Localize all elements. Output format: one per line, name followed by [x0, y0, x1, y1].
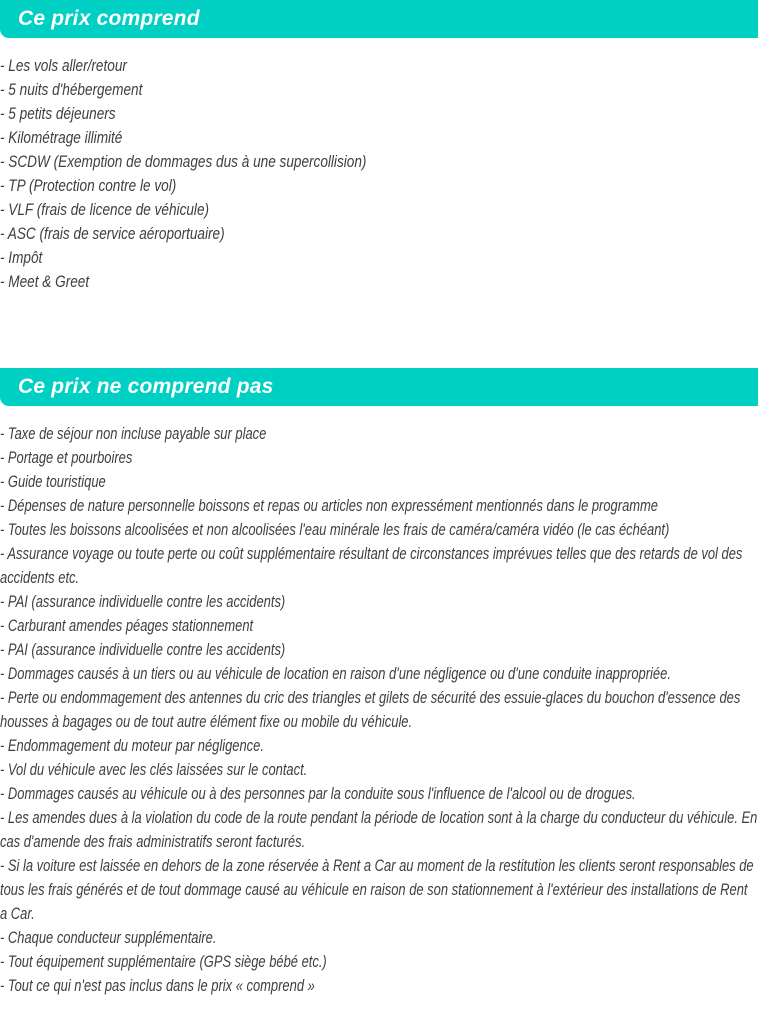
list-item: - Chaque conducteur supplémentaire.: [0, 928, 217, 947]
list-item: - Dommages causés à un tiers ou au véhicule de location en raison d'une négligence ou d'une conduite inappropriée.: [0, 664, 671, 683]
list-item: - TP (Protection contre le vol): [0, 176, 177, 195]
list-item: - Meet & Greet: [0, 272, 90, 291]
section-price-excluded: [0, 368, 758, 998]
list-item: - Dommages causés au véhicule ou à des personnes par la conduite sous l'influence de l'alcool ou de drogues.: [0, 784, 636, 803]
included-items-list: [0, 54, 758, 294]
list-item: - SCDW (Exemption de dommages dus à une supercollision): [0, 152, 367, 171]
list-item: - Taxe de séjour non incluse payable sur place: [0, 424, 267, 443]
list-item: - Les amendes dues à la violation du code de la route pendant la période de location sont à la charge du conducteur du véhicule. En cas d'amende des frais administratifs seront facturés.: [0, 808, 758, 851]
list-item: - Guide touristique: [0, 472, 106, 491]
list-item: - Kilométrage illimité: [0, 128, 123, 147]
list-item: - Vol du véhicule avec les clés laissées sur le contact.: [0, 760, 308, 779]
section-title-excluded: Ce prix ne comprend pas: [18, 375, 274, 398]
list-item: - 5 petits déjeuners: [0, 104, 116, 123]
list-item: - 5 nuits d'hébergement: [0, 80, 143, 99]
list-item: - Assurance voyage ou toute perte ou coût supplémentaire résultant de circonstances imprévues telles que des retards de vol des accidents etc.: [0, 544, 743, 587]
list-item: - VLF (frais de licence de véhicule): [0, 200, 210, 219]
list-item: - PAI (assurance individuelle contre les accidents): [0, 592, 286, 611]
list-item: - Les vols aller/retour: [0, 56, 127, 75]
list-item: - ASC (frais de service aéroportuaire): [0, 224, 225, 243]
list-item: - Toutes les boissons alcoolisées et non alcoolisées l'eau minérale les frais de caméra/caméra vidéo (le cas échéant): [0, 520, 670, 539]
list-item: - Tout équipement supplémentaire (GPS siège bébé etc.): [0, 952, 327, 971]
section-price-included: [0, 0, 758, 294]
section-title-included: Ce prix comprend: [18, 7, 200, 30]
list-item: - Si la voiture est laissée en dehors de la zone réservée à Rent a Car au moment de la restitution les clients seront responsables de tous les frais générés et de tout dommage causé au véhicule en raison de son stationnement à l'extérieur des installations de Rent a Car.: [0, 856, 754, 923]
section-header-included: [0, 0, 758, 38]
excluded-items-list: [0, 422, 758, 998]
list-item: - Carburant amendes péages stationnement: [0, 616, 254, 635]
list-item: - Tout ce qui n'est pas inclus dans le prix « comprend »: [0, 976, 315, 995]
list-item: - PAI (assurance individuelle contre les accidents): [0, 640, 286, 659]
list-item: - Perte ou endommagement des antennes du cric des triangles et gilets de sécurité des essuie-glaces du bouchon d'essence des housses à bagages ou de tout autre élément fixe ou mobile du véhicule.: [0, 688, 741, 731]
list-item: - Impôt: [0, 248, 43, 267]
list-item: - Dépenses de nature personnelle boissons et repas ou articles non expressément mentionnés dans le programme: [0, 496, 659, 515]
list-item: - Portage et pourboires: [0, 448, 133, 467]
section-header-excluded: [0, 368, 758, 406]
list-item: - Endommagement du moteur par négligence.: [0, 736, 264, 755]
